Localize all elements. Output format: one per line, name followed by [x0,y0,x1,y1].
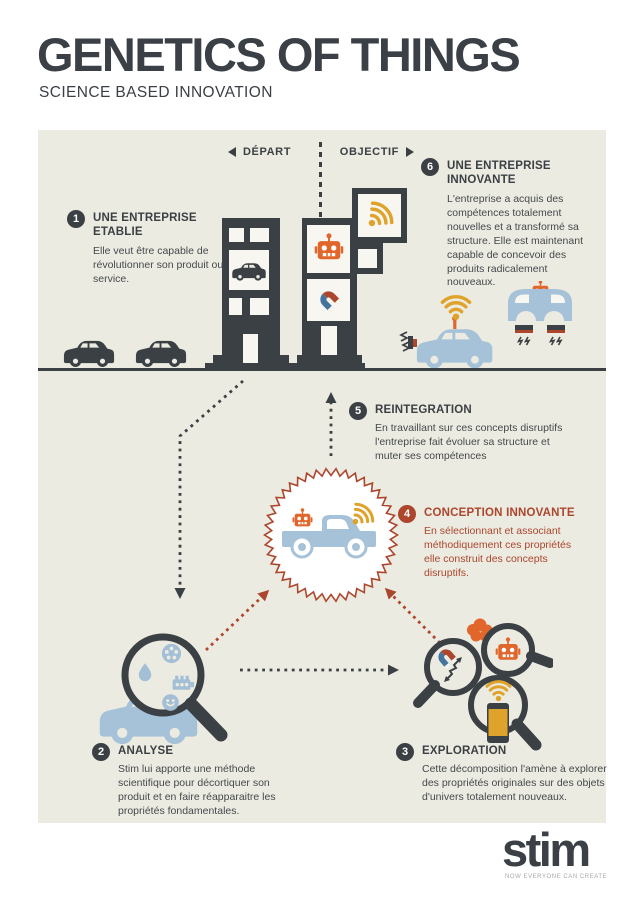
step-4-title: CONCEPTION INNOVANTE [424,507,575,519]
stim-wordmark: stim [502,823,589,876]
step-6-number: 6 [421,158,439,176]
step-6-body: L'entreprise a acquis des compétences totalement nouvelles et a transformé sa structure. Elle est maintenant capable de concevoir des produits radicalement nouveaux. [447,192,583,289]
step-3-title: EXPLORATION [422,745,507,757]
analysis-magnifier-icon [118,628,236,750]
arrow-left-icon [228,147,236,157]
step-3 [396,742,610,805]
step-6-title: UNE ENTREPRISE INNOVANTE [447,160,551,187]
car-icon [134,336,188,369]
step-5 [349,401,573,464]
step-5-title: REINTEGRATION [375,404,472,416]
step-3-number: 3 [396,743,414,761]
step-2-body: Stim lui apporte une méthode scientifique pour décortiquer son produit et en faire réapparaitre les propriétés fondamentales. [118,763,276,818]
step-4-number: 4 [398,505,416,523]
lightning-icon [401,332,407,341]
step-3-body: Cette décomposition l'amène à explorer des propriétés originales sur des objets d'univers totalement nouveaux. [422,763,607,804]
wheel-icon [162,644,181,663]
lightning-icon [519,337,523,345]
step-2 [92,742,302,819]
timeline-labels [228,146,414,158]
innovative-concept-badge [261,465,401,605]
car-icon [62,336,116,369]
step-1-title: UNE ENTREPRISE ETABLIE [93,212,197,239]
stim-tagline: NOW EVERYONE CAN CREATE [505,874,608,880]
hover-car-icon [503,281,577,361]
step-1 [67,209,229,287]
exploration-phone-magnifier-icon [471,678,536,745]
wifi-icon [442,297,469,320]
exploration-magnet-magnifier-icon [418,641,479,703]
innovative-company-building-icon [295,185,410,371]
step-4 [398,504,578,581]
exploration-magnifiers [413,610,553,755]
page-title: GENETICS OF THINGS [37,28,520,81]
page-subtitle: SCIENCE BASED INNOVATION [39,84,273,101]
objectif-label: OBJECTIF [339,146,399,158]
connected-car-icon [398,292,496,372]
stim-logo [502,823,608,880]
exploration-robot-magnifier-icon [484,626,550,674]
smartphone-icon [487,703,509,743]
step-1-body: Elle veut être capable de révolutionner son produit ou service. [93,244,224,285]
step-1-number: 1 [67,210,85,228]
ground-line [38,368,606,371]
step-5-body: En travaillant sur ces concepts disruptifs l'entreprise fait évoluer sa structure et muter ses compétences [375,422,563,463]
smiley-icon [162,694,179,711]
step-6 [421,157,593,290]
depart-label: DÉPART [243,146,292,158]
step-2-number: 2 [92,743,110,761]
step-5-number: 5 [349,402,367,420]
arrow-right-icon [406,147,414,157]
step-2-title: ANALYSE [118,745,174,757]
step-4-body: En sélectionnant et associant méthodiquement ces propriétés elle construit des concepts disruptifs. [424,525,572,580]
